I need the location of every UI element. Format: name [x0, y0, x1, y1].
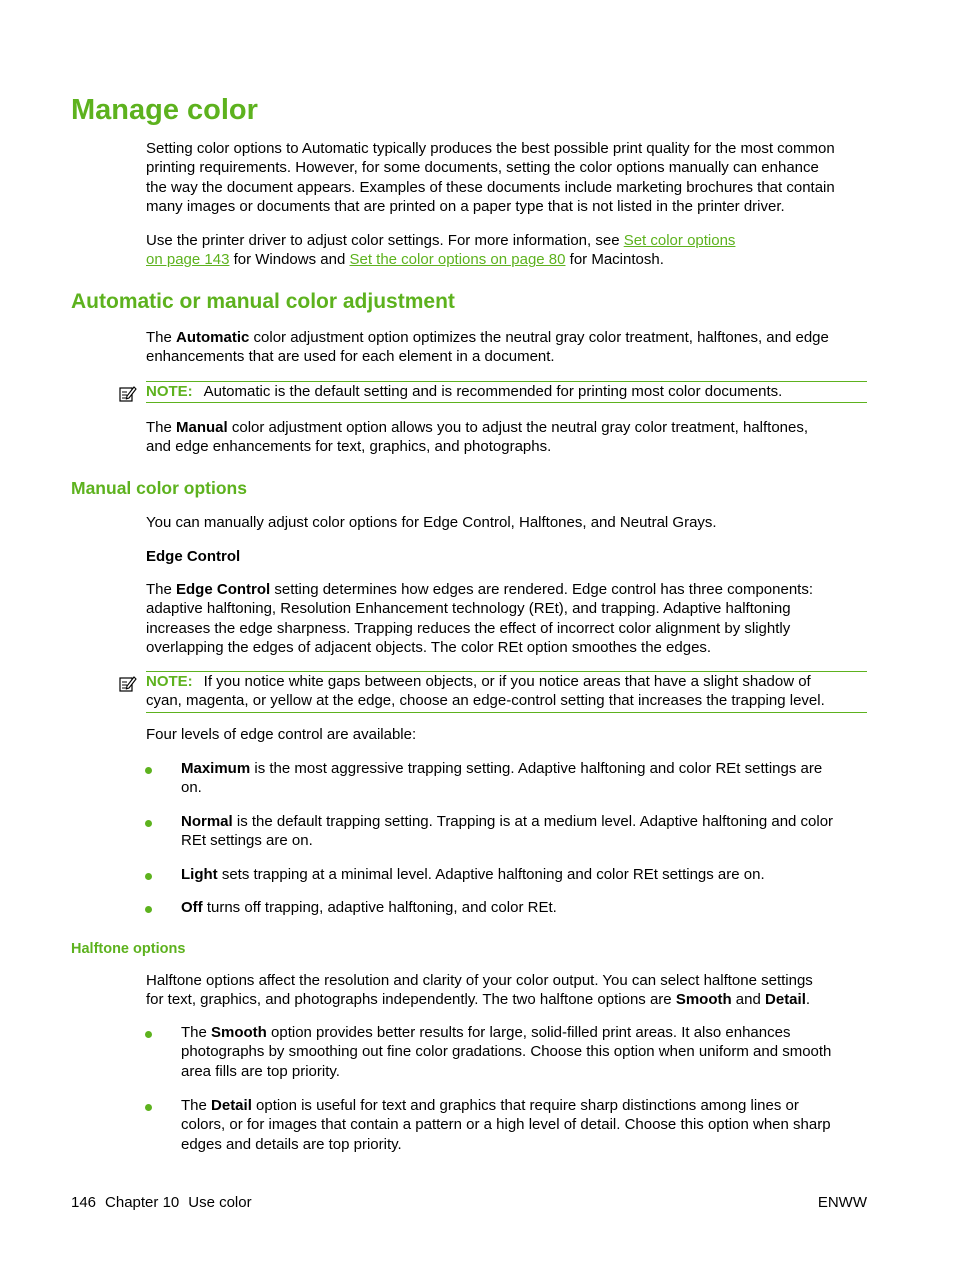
- text-line: [146, 418, 868, 437]
- text-run: for text, graphics, and photographs independently. The two halftone options are: [146, 991, 676, 1009]
- list-item: [181, 759, 868, 798]
- note-icon: [118, 384, 138, 404]
- text-line: area fills are top priority.: [181, 1062, 340, 1080]
- manual-paragraph: [146, 418, 868, 457]
- list-item: [181, 812, 868, 851]
- text-run: and: [731, 991, 766, 1009]
- note-box: [146, 671, 867, 713]
- text-run: .: [805, 991, 811, 1009]
- section-heading-halftone-options: Halftone options: [71, 941, 186, 957]
- text-line: [181, 759, 868, 778]
- bullet-dot-icon: [144, 1102, 154, 1112]
- note-label: NOTE:: [146, 673, 193, 690]
- text-line: overlapping the edges of adjacent objects. The color REt option smoothes the edges.: [146, 639, 712, 657]
- intro-paragraph: [146, 139, 868, 217]
- set-the-color-options-link[interactable]: Set the color options on page 80: [349, 251, 566, 269]
- edge-control-paragraph: [146, 580, 868, 658]
- bold-term: Light: [181, 866, 218, 883]
- text-line: [181, 865, 868, 884]
- chapter-title: Use color: [188, 1194, 252, 1211]
- edge-control-heading: Edge Control: [146, 548, 241, 565]
- text-line: edges and details are top priority.: [181, 1135, 402, 1153]
- bullet-dot-icon: [144, 904, 154, 914]
- text-run: for Windows and: [229, 251, 350, 269]
- text-run: option is useful for text and graphics that require sharp distinctions among lines or: [251, 1097, 799, 1114]
- bold-term: Maximum: [181, 760, 251, 777]
- note-text: If you notice white gaps between objects, or if you notice areas that have a slight shadow of: [203, 673, 811, 690]
- list-item: [181, 1023, 868, 1081]
- text-run: is the default trapping setting. Trapping is at a medium level. Adaptive halftoning and color: [232, 813, 834, 830]
- list-item: [181, 865, 868, 884]
- text-line: many images or documents that are printed on a paper type that is not listed in the printer driver.: [146, 198, 785, 216]
- halftone-paragraph: [146, 971, 868, 1010]
- text-line: [146, 328, 868, 347]
- bullet-dot-icon: [144, 818, 154, 828]
- bold-term: Automatic: [176, 329, 250, 346]
- text-line: photographs by smoothing out fine color gradations. Choose this option when uniform and smooth: [181, 1043, 832, 1061]
- text-run: Use the printer driver to adjust color settings. For more information, see: [146, 232, 624, 249]
- bold-term: Detail: [765, 991, 806, 1009]
- note-box: [146, 381, 867, 403]
- bold-term: Smooth: [211, 1024, 267, 1041]
- text-line: on.: [181, 779, 202, 797]
- text-run: option provides better results for large, solid-filled print areas. It also enhances: [266, 1024, 791, 1041]
- page-title: Manage color: [71, 94, 258, 126]
- note-label: NOTE:: [146, 383, 193, 400]
- text-run: The: [181, 1097, 212, 1114]
- note-line: [146, 382, 867, 401]
- automatic-paragraph: [146, 328, 868, 367]
- set-color-options-link[interactable]: Set color options: [623, 232, 736, 249]
- note-icon: [118, 674, 138, 694]
- text-line: and edge enhancements for text, graphics, and photographs.: [146, 438, 552, 456]
- bold-term: Edge Control: [176, 581, 271, 598]
- levels-intro: Four levels of edge control are available:: [146, 726, 417, 743]
- note-line: [146, 672, 867, 691]
- text-line: Halftone options affect the resolution and clarity of your color output. You can select halftone settings: [146, 972, 813, 989]
- text-line: [146, 990, 868, 1009]
- list-item: [181, 1096, 868, 1154]
- note-line: cyan, magenta, or yellow at the edge, choose an edge-control setting that increases the trapping level.: [146, 692, 825, 710]
- text-line: enhancements that are used for each element in a document.: [146, 348, 555, 366]
- text-line: increases the edge sharpness. Trapping reduces the effect of incorrect color alignment by slightly: [146, 619, 791, 637]
- text-line: You can manually adjust color options for Edge Control, Halftones, and Neutral Grays.: [146, 514, 717, 531]
- footer-left: [71, 1193, 252, 1212]
- note-text: Automatic is the default setting and is recommended for printing most color documents.: [203, 383, 783, 400]
- text-line: [181, 1096, 868, 1115]
- bold-term: Off: [181, 899, 203, 916]
- driver-paragraph: [146, 231, 868, 270]
- text-run: for Macintosh.: [565, 251, 664, 269]
- text-run: setting determines how edges are rendered. Edge control has three components:: [270, 581, 814, 598]
- text-run: turns off trapping, adaptive halftoning, and color REt.: [202, 899, 557, 916]
- bold-term: Manual: [176, 419, 228, 436]
- text-run: color adjustment option optimizes the neutral gray color treatment, halftones, and edge: [249, 329, 829, 346]
- footer-right: ENWW: [817, 1194, 867, 1211]
- text-run: sets trapping at a minimal level. Adaptive halftoning and color REt settings are on.: [217, 866, 765, 883]
- set-color-options-page-link[interactable]: on page 143: [146, 251, 230, 269]
- text-line: [181, 898, 868, 917]
- text-run: The: [146, 581, 177, 598]
- text-line: [181, 812, 868, 831]
- text-run: is the most aggressive trapping setting. Adaptive halftoning and color REt settings are: [250, 760, 823, 777]
- text-line: [146, 250, 868, 269]
- text-line: REt settings are on.: [181, 832, 313, 850]
- text-line: printing requirements. However, for some documents, setting the color options manually can enhance: [146, 159, 819, 177]
- bullet-dot-icon: [144, 871, 154, 881]
- list-item: [181, 898, 868, 917]
- section-heading-manual-color-options: Manual color options: [71, 478, 247, 498]
- bullet-dot-icon: [144, 765, 154, 775]
- bold-term: Smooth: [675, 991, 732, 1009]
- text-line: Setting color options to Automatic typically produces the best possible print quality for the most common: [146, 140, 835, 157]
- bullet-dot-icon: [144, 1029, 154, 1039]
- section-heading-automatic-manual: Automatic or manual color adjustment: [71, 290, 455, 313]
- text-run: The: [146, 329, 177, 346]
- text-line: [181, 1023, 868, 1042]
- manual-options-paragraph: [146, 513, 868, 532]
- page-number: 146: [71, 1194, 97, 1211]
- bold-term: Detail: [211, 1097, 252, 1114]
- chapter-label: Chapter 10: [105, 1194, 180, 1211]
- text-line: the way the document appears. Examples of these documents include marketing brochures that contain: [146, 178, 835, 196]
- bold-term: Normal: [181, 813, 233, 830]
- text-run: color adjustment option allows you to adjust the neutral gray color treatment, halftones,: [227, 419, 809, 436]
- text-line: [146, 580, 868, 599]
- text-run: The: [181, 1024, 212, 1041]
- text-run: The: [146, 419, 177, 436]
- text-line: adaptive halftoning, Resolution Enhancement technology (REt), and trapping. Adaptive halftoning: [146, 600, 791, 618]
- text-line: colors, or for images that contain a pattern or a high level of detail. Choose this option when sharp: [181, 1116, 831, 1134]
- text-line: [146, 231, 868, 250]
